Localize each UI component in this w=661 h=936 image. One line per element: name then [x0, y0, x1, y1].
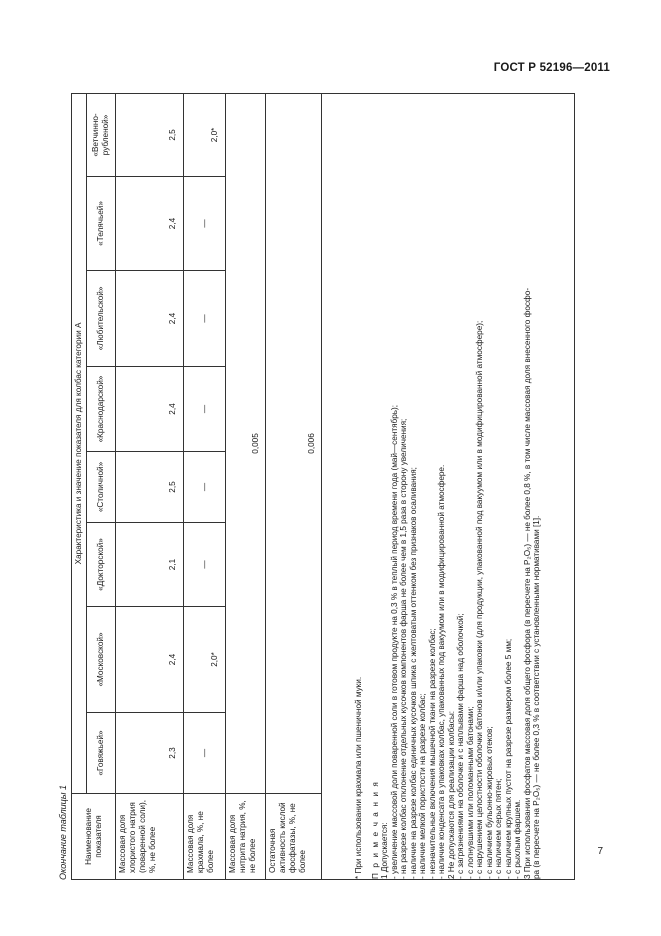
note-3-line1: 3 При использовании фосфатов массовая доля общего фосфора (в пересчете на P₂O₅) — не более 0,8 %, в том числе массовая доля внесенного фосфо- [522, 287, 532, 879]
table-row [116, 93, 184, 879]
row-name-starch: Массовая доля крахмала, %, не более [184, 794, 226, 880]
cell-value: — [184, 452, 226, 523]
cell-value: 2,4 [116, 177, 184, 271]
cell-value: 2,4 [116, 607, 184, 713]
note-item: - с загрязнениями на оболочке и с наплывами фарша над оболочкой; [456, 613, 466, 879]
cell-value: 2,3 [116, 713, 184, 794]
footnote: * При использовании крахмала или пшеничной муки. [354, 676, 364, 879]
col-header-telyachya: «Телячьей» [87, 177, 116, 271]
table-row [266, 93, 322, 879]
col-header-govyazhya: «Говяжьей» [87, 713, 116, 794]
row-name-salt: Массовая доля хлористого натрия (поваренной соли), %, не более [116, 794, 184, 880]
col-header-lyubitelskaya: «Любительской» [87, 271, 116, 367]
row-name-nitrite: Массовая доля нитрита натрия, %, не более [226, 794, 266, 880]
note-item: - на разрезе колбас отклонение отдельных кусочков компонентов фарша не более чем в 1,5 раза в сторону увеличения; [399, 418, 409, 879]
cell-value: — [184, 177, 226, 271]
table-row [226, 93, 266, 879]
note-item: - наличие на разрезе колбас единичных кусочков шпика с желтоватым оттенком без признаков осаливания; [408, 467, 418, 879]
header-indicator-name: Наименование показателя [72, 794, 116, 880]
note-item: - с рыхлым фаршем. [513, 799, 523, 879]
rotated-table-block [58, 90, 618, 880]
col-header-krasnodarskaya: «Краснодарской» [87, 367, 116, 452]
col-header-doktorskaya: «Докторской» [87, 523, 116, 607]
note-2-intro: 2 Не допускаются для реализации колбасы: [446, 711, 456, 879]
note-item: - наличие конденсата в упаковках колбас, упакованных под вакуумом или в модифицированной атмосфере. [437, 464, 447, 879]
note-item: - с наличием бульонно-жировых отеков; [484, 726, 494, 879]
note-3-line2: ра (в пересчете на P₂O₅) — не более 0,3 % в соответствии с установленными нормативами [1]. [532, 515, 542, 879]
cell-value: 2,0* [184, 93, 226, 176]
page-number: 7 [597, 846, 603, 857]
col-header-vetchinno-rublenaya: «Ветчинно-рубленой» [87, 93, 116, 176]
note-item: - с наличием крупных пустот на разрезе размером более 5 мм; [503, 638, 513, 879]
table-row [184, 93, 226, 879]
continuation-label: Окончание таблицы 1 [58, 785, 68, 880]
requirements-table [71, 93, 575, 880]
notes-cell [322, 93, 575, 879]
cell-value: — [184, 713, 226, 794]
notes-heading: П р и м е ч а н и я [370, 780, 380, 879]
cell-value: 2,4 [116, 367, 184, 452]
note-item: - увеличение массовой доли поваренной соли в готовом продукте на 0,3 % в теплый период времени года (май—сентябрь); [389, 404, 399, 879]
cell-value: 2,0* [184, 607, 226, 713]
cell-value: 2,1 [116, 523, 184, 607]
document-code: ГОСТ Р 52196—2011 [493, 62, 610, 74]
note-item: - незначительные включения мышечной ткани на разрезе колбас; [427, 628, 437, 879]
note-1-intro: 1 Допускается: [380, 822, 390, 879]
cell-value: 2,5 [116, 452, 184, 523]
header-characteristic-group: Характеристика и значение показателя для колбас категории А [72, 93, 87, 793]
cell-value-spanning: 0,005 [226, 93, 266, 793]
cell-value: 2,5 [116, 93, 184, 176]
note-item: - с наличием серых пятен; [494, 778, 504, 879]
note-item: - с нарушением целостности оболочки батонов и/или упаковки (для продукции, упакованной под вакуумом или в модифицированной атмосфере); [475, 320, 485, 879]
cell-value: — [184, 367, 226, 452]
col-header-stolichnaya: «Столичной» [87, 452, 116, 523]
notes-row [322, 93, 575, 879]
cell-value: — [184, 271, 226, 367]
note-item: - с лопнувшими или поломанными батонами; [465, 706, 475, 879]
cell-value: 2,4 [116, 271, 184, 367]
cell-value-spanning: 0,006 [266, 93, 322, 793]
row-name-phosphatase: Остаточная активность кислой фосфатазы, %, не более [266, 794, 322, 880]
note-item: - наличие мелкой пористости на разрезе колбас; [418, 693, 428, 879]
col-header-moskovskaya: «Московской» [87, 607, 116, 713]
cell-value: — [184, 523, 226, 607]
